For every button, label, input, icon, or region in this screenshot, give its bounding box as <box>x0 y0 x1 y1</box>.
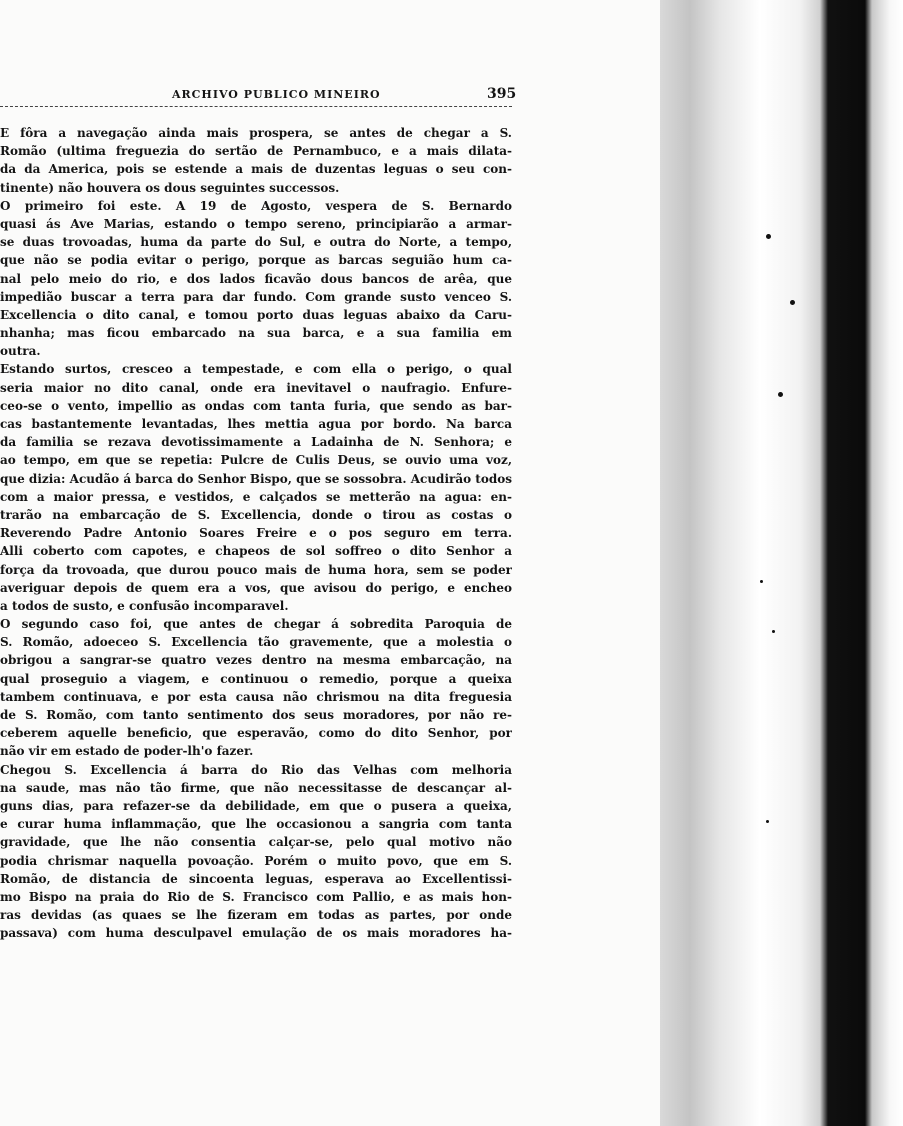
text-line: tambem continuava, e por esta causa não chrismou na dita freguesia <box>0 689 512 704</box>
text-line: cas bastantemente levantadas, lhes mettia agua por bordo. Na barca <box>0 417 512 431</box>
ink-speck <box>772 630 775 633</box>
text-line: que não se podia evitar o perigo, porque as barcas seguião hum ca- <box>0 253 512 268</box>
ink-speck <box>766 234 771 239</box>
running-title: ARCHIVO PUBLICO MINEIRO <box>172 88 381 101</box>
text-line: Alli coberto com capotes, e chapeos de sol soffreo o dito Senhor a <box>0 544 512 559</box>
text-line: Chegou S. Excellencia á barra do Rio das Velhas com melhoria <box>0 762 512 777</box>
ink-speck <box>760 580 763 583</box>
text-line: guns dias, para refazer-se da debilidade, em que o pusera a queixa, <box>0 798 512 813</box>
ink-speck <box>766 820 769 823</box>
text-line: ceberem aquelle beneficio, que esperavão, como do dito Senhor, por <box>0 726 512 741</box>
text-line: ras devidas (as quaes se lhe fizeram em todas as partes, por onde <box>0 908 512 923</box>
text-line: não vir em estado de poder-lh'o fazer. <box>0 744 254 759</box>
text-line: outra. <box>0 344 41 359</box>
text-line: de S. Romão, com tanto sentimento dos seus moradores, por não re- <box>0 708 512 722</box>
text-line: passava) com huma desculpavel emulação de os mais moradores ha- <box>0 926 512 941</box>
ink-speck <box>778 392 783 397</box>
page-gutter-shadow <box>660 0 903 1126</box>
text-line: seria maior no dito canal, onde era inevitavel o naufragio. Enfure- <box>0 380 512 395</box>
text-line: ceo-se o vento, impellio as ondas com tanta furia, que sendo as bar- <box>0 398 512 413</box>
text-line: Estando surtos, cresceo a tempestade, e com ella o perigo, o qual <box>0 362 512 377</box>
text-line: qual proseguio a viagem, e continuou o remedio, porque a queixa <box>0 671 512 686</box>
text-line: tinente) não houvera os dous seguintes successos. <box>0 180 340 195</box>
text-line: S. Romão, adoeceo S. Excellencia tão gravemente, que a molestia o <box>0 635 512 650</box>
text-line: Reverendo Padre Antonio Soares Freire e o pos seguro em terra. <box>0 526 512 541</box>
text-line: Romão (ultima freguezia do sertão de Pernambuco, e a mais dilata- <box>0 144 512 159</box>
text-line: gravidade, que lhe não consentia calçar-se, pelo qual motivo não <box>0 835 512 850</box>
text-line: da familia se rezava devotissimamente a Ladainha de N. Senhora; e <box>0 435 512 450</box>
text-line: ao tempo, em que se repetia: Pulcre de Culis Deus, se ouvio uma voz, <box>0 453 512 468</box>
text-line: O primeiro foi este. A 19 de Agosto, vespera de S. Bernardo <box>0 198 512 213</box>
ink-speck <box>790 300 795 305</box>
text-line: mo Bispo na praia do Rio de S. Francisco com Pallio, e as mais hon- <box>0 889 512 904</box>
text-line: força da trovoada, que durou pouco mais de huma hora, sem se poder <box>0 562 512 577</box>
text-line: na saude, mas não tão firme, que não necessitasse de descançar al- <box>0 780 512 795</box>
text-line: impedião buscar a terra para dar fundo. Com grande susto venceo S. <box>0 289 512 304</box>
text-line: Romão, de distancia de sincoenta leguas, esperava ao Excellentissi- <box>0 871 512 886</box>
running-header <box>0 86 517 104</box>
header-rule <box>0 106 512 107</box>
text-line: a todos de susto, e confusão incomparavel. <box>0 598 289 613</box>
text-line: quasi ás Ave Marias, estando o tempo sereno, principiarão a armar- <box>0 216 512 231</box>
text-line: nal pelo meio do rio, e dos lados ficavão dous bancos de arêa, que <box>0 271 512 286</box>
text-line: com a maior pressa, e vestidos, e calçados se metterão na agua: en- <box>0 489 512 504</box>
text-line: E fôra a navegação ainda mais prospera, se antes de chegar a S. <box>0 126 512 140</box>
text-line: obrigou a sangrar-se quatro vezes dentro na mesma embarcação, na <box>0 653 512 668</box>
text-line: que dizia: Acudão á barca do Senhor Bispo, que se sossobra. Acudirão todos <box>0 471 512 486</box>
text-line: nhanha; mas ficou embarcado na sua barca, e a sua familia em <box>0 326 512 341</box>
text-line: O segundo caso foi, que antes de chegar á sobredita Paroquia de <box>0 617 512 632</box>
page-number: 395 <box>487 86 517 102</box>
text-line: averiguar depois de quem era a vos, que avisou do perigo, e encheo <box>0 580 512 595</box>
text-line: se duas trovoadas, huma da parte do Sul, e outra do Norte, a tempo, <box>0 235 512 250</box>
body-text <box>0 124 512 942</box>
text-line: e curar huma inflammação, que lhe occasionou a sangria com tanta <box>0 817 512 832</box>
text-line: podia chrismar naquella povoação. Porém o muito povo, que em S. <box>0 853 512 868</box>
text-line: Excellencia o dito canal, e tomou porto duas leguas abaixo da Caru- <box>0 307 512 322</box>
text-line: trarão na embarcação de S. Excellencia, donde o tirou as costas o <box>0 507 512 522</box>
text-line: da da America, pois se estende a mais de duzentas leguas o seu con- <box>0 162 512 177</box>
